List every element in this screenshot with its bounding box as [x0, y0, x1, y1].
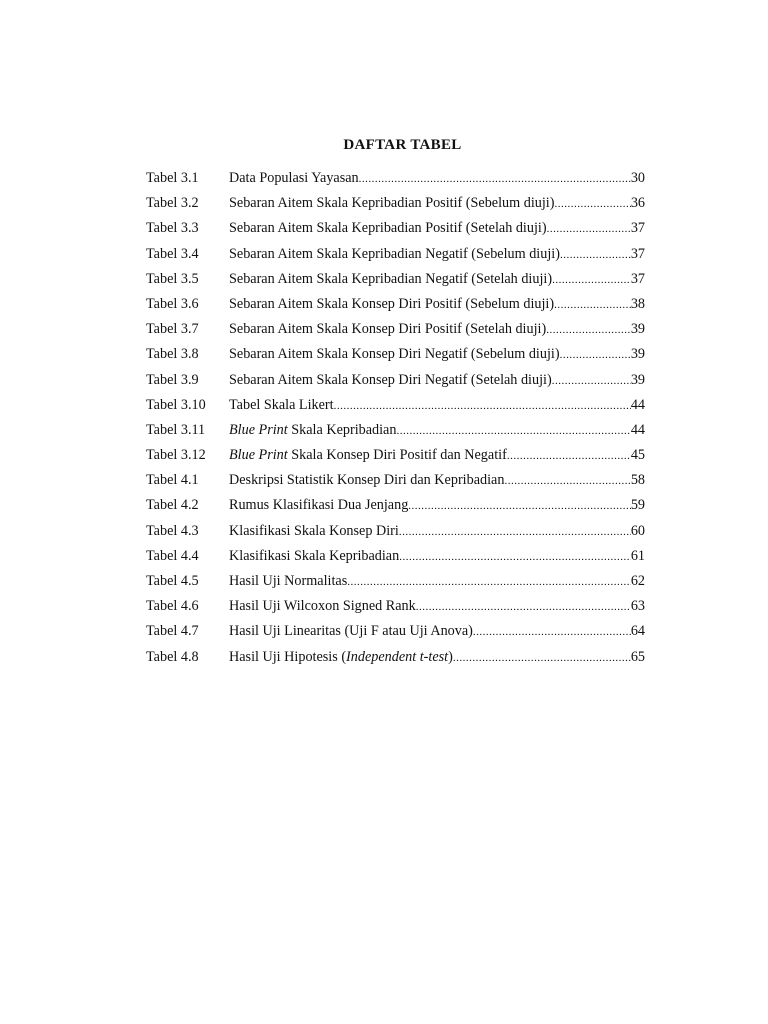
caption-text: Klasifikasi Skala Konsep Diri — [229, 522, 399, 539]
page-number: 39 — [630, 321, 645, 338]
entry-body — [229, 292, 645, 318]
toc-entry — [146, 493, 645, 518]
toc-entry — [146, 166, 645, 191]
table-number: Tabel 4.6 — [146, 598, 199, 615]
dot-leader — [546, 318, 631, 343]
caption-text: Sebaran Aitem Skala Konsep Diri Negatif (Sebelum diuji) — [229, 346, 560, 363]
page-number: 45 — [630, 447, 645, 464]
table-number: Tabel 3.7 — [146, 321, 199, 338]
toc-entry — [146, 292, 645, 317]
table-caption — [229, 166, 359, 191]
table-caption — [229, 292, 554, 317]
entry-body — [229, 393, 645, 419]
dot-leader — [560, 243, 631, 268]
caption-suffix: ) — [448, 648, 453, 665]
entry-body — [229, 493, 645, 519]
page-number: 60 — [630, 522, 645, 539]
table-number: Tabel 3.10 — [146, 396, 206, 413]
page-number: 44 — [630, 396, 645, 413]
table-caption — [229, 393, 334, 418]
page-number: 59 — [630, 497, 645, 514]
table-caption — [229, 443, 507, 468]
entry-body — [229, 216, 645, 242]
entry-body — [229, 544, 645, 570]
toc-entry — [146, 242, 645, 267]
table-of-tables — [146, 166, 645, 670]
caption-prefix: Hasil Uji Hipotesis ( — [229, 648, 347, 665]
table-caption — [229, 468, 504, 493]
dot-leader — [453, 646, 631, 671]
table-number: Tabel 4.2 — [146, 497, 199, 514]
table-number: Tabel 3.8 — [146, 346, 199, 363]
table-number: Tabel 4.7 — [146, 623, 199, 640]
caption-text: Sebaran Aitem Skala Konsep Diri Negatif (Setelah diuji) — [229, 371, 552, 388]
table-number: Tabel 3.9 — [146, 371, 199, 388]
caption-text: Klasifikasi Skala Kepribadian — [229, 547, 400, 564]
table-number: Tabel 3.5 — [146, 270, 199, 287]
table-caption — [229, 544, 399, 569]
page-number: 58 — [630, 472, 645, 489]
table-number: Tabel 3.12 — [146, 447, 206, 464]
page-number: 37 — [630, 270, 645, 287]
page-number: 39 — [630, 346, 645, 363]
table-caption — [229, 619, 473, 644]
toc-entry — [146, 619, 645, 644]
dot-leader — [399, 520, 631, 545]
entry-body — [229, 242, 645, 268]
table-number: Tabel 3.3 — [146, 220, 199, 237]
dot-leader — [554, 192, 630, 217]
page-number: 37 — [630, 245, 645, 262]
toc-entry — [146, 645, 645, 670]
page-number: 39 — [630, 371, 645, 388]
page-number: 64 — [630, 623, 645, 640]
caption-text: Deskripsi Statistik Konsep Diri dan Kepribadian — [229, 472, 505, 489]
entry-body — [229, 317, 645, 343]
entry-body — [229, 267, 645, 293]
entry-body — [229, 569, 645, 595]
entry-body — [229, 166, 645, 192]
table-caption — [229, 242, 560, 267]
table-caption — [229, 645, 453, 670]
caption-text: Hasil Uji Linearitas (Uji F atau Uji Anova) — [229, 623, 473, 640]
dot-leader — [399, 545, 631, 570]
dot-leader — [347, 570, 631, 595]
page-number: 62 — [630, 573, 645, 589]
toc-entry — [146, 342, 645, 367]
dot-leader — [334, 394, 631, 419]
dot-leader — [473, 620, 631, 645]
table-caption — [229, 493, 408, 518]
table-caption — [229, 191, 554, 216]
toc-entry — [146, 317, 645, 342]
toc-entry — [146, 418, 645, 443]
table-caption — [229, 519, 399, 544]
table-number: Tabel 4.5 — [146, 573, 199, 589]
entry-body — [229, 594, 645, 620]
caption-italic: Independent t-test — [346, 648, 449, 665]
dot-leader — [552, 369, 631, 394]
entry-body — [229, 619, 645, 645]
entry-body — [229, 368, 645, 394]
table-number: Tabel 4.3 — [146, 522, 199, 539]
page-title: DAFTAR TABEL — [343, 137, 462, 153]
dot-leader — [547, 217, 631, 242]
caption-text: Rumus Klasifikasi Dua Jenjang — [229, 497, 409, 514]
table-number: Tabel 4.8 — [146, 648, 199, 665]
dot-leader — [554, 293, 631, 318]
caption-text: Sebaran Aitem Skala Kepribadian Negatif (Setelah diuji) — [229, 270, 553, 287]
page-number: 37 — [630, 220, 645, 237]
page-number: 36 — [630, 195, 645, 212]
page-number: 65 — [630, 648, 645, 665]
table-caption — [229, 594, 416, 619]
table-number: Tabel 3.11 — [146, 421, 206, 438]
toc-entry — [146, 191, 645, 216]
caption-text: Data Populasi Yayasan — [229, 170, 359, 186]
table-caption — [229, 267, 552, 292]
toc-entry — [146, 544, 645, 569]
table-number: Tabel 3.6 — [146, 295, 199, 312]
caption-text: Sebaran Aitem Skala Kepribadian Negatif (Sebelum diuji) — [229, 245, 560, 262]
dot-leader — [507, 444, 631, 469]
table-caption — [229, 418, 396, 443]
page-number: 63 — [630, 598, 645, 615]
table-caption — [229, 569, 347, 594]
caption-text: Sebaran Aitem Skala Konsep Diri Positif (Sebelum diuji) — [229, 295, 555, 312]
toc-entry — [146, 267, 645, 292]
toc-entry — [146, 468, 645, 493]
caption-text: Sebaran Aitem Skala Kepribadian Positif (Sebelum diuji) — [229, 195, 555, 212]
caption-text: Hasil Uji Wilcoxon Signed Rank — [229, 598, 416, 615]
caption-text: Sebaran Aitem Skala Konsep Diri Positif (Setelah diuji) — [229, 321, 547, 338]
toc-entry — [146, 216, 645, 241]
table-number: Tabel 4.1 — [146, 472, 199, 489]
table-number: Tabel 3.2 — [146, 195, 199, 212]
toc-entry — [146, 368, 645, 393]
table-number: Tabel 3.4 — [146, 245, 199, 262]
dot-leader — [408, 494, 631, 519]
caption-italic: Blue Print — [229, 447, 288, 464]
entry-body — [229, 645, 645, 671]
toc-entry — [146, 443, 645, 468]
caption-text: Tabel Skala Likert — [229, 396, 334, 413]
caption-text: Hasil Uji Normalitas — [229, 573, 348, 589]
entry-body — [229, 418, 645, 444]
table-caption — [229, 342, 560, 367]
entry-body — [229, 191, 645, 217]
table-caption — [229, 368, 552, 393]
entry-body — [229, 443, 645, 469]
entry-body — [229, 519, 645, 545]
caption-text: Skala Kepribadian — [287, 421, 397, 438]
caption-text: Sebaran Aitem Skala Kepribadian Positif (Setelah diuji) — [229, 220, 547, 237]
caption-italic: Blue Print — [229, 421, 288, 438]
dot-leader — [552, 268, 631, 293]
page-number: 61 — [630, 547, 645, 564]
table-caption — [229, 317, 546, 342]
table-number: Tabel 4.4 — [146, 547, 199, 564]
entry-body — [229, 468, 645, 494]
toc-entry — [146, 594, 645, 619]
dot-leader — [560, 343, 631, 368]
toc-entry — [146, 393, 645, 418]
entry-body — [229, 342, 645, 368]
toc-entry — [146, 519, 645, 544]
table-caption — [229, 216, 547, 241]
dot-leader — [359, 167, 631, 192]
table-number: Tabel 3.1 — [146, 170, 199, 186]
dot-leader — [504, 469, 630, 494]
page-number: 38 — [630, 295, 645, 312]
page-number: 44 — [630, 421, 645, 438]
dot-leader — [396, 419, 630, 444]
toc-entry — [146, 569, 645, 594]
dot-leader — [416, 595, 631, 620]
caption-text: Skala Konsep Diri Positif dan Negatif — [287, 447, 507, 464]
page-number: 30 — [630, 170, 645, 186]
